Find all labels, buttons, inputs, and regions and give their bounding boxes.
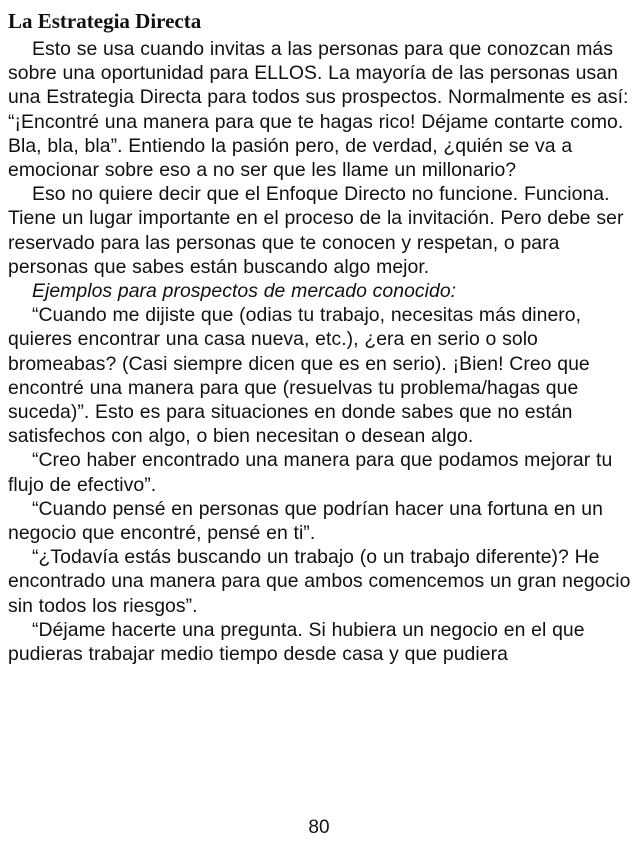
paragraph-example-2: “Creo haber encontrado una manera para que podamos mejorar tu flujo de efectivo”.	[8, 449, 613, 496]
paragraph-direct-approach: Eso no quiere decir que el Enfoque Directo no funcione. Funciona. Tiene un lugar importante en el proceso de la invitación. Pero debe ser reservado para las personas que te conocen y respetan, o para personas que sabes están buscando algo mejor.	[8, 183, 624, 278]
paragraph-example-5: “Déjame hacerte una pregunta. Si hubiera un negocio en el que pudieras trabajar medio tiempo desde casa y que pudiera	[8, 618, 585, 666]
paragraph-example-4: “¿Todavía estás buscando un trabajo (o un trabajo diferente)? He encontrado una manera para que ambos comencemos un gran negocio sin todos los riesgos”.	[8, 546, 631, 617]
section-heading: La Estrategia Directa	[8, 9, 202, 33]
paragraph-example-3: “Cuando pensé en personas que podrían hacer una fortuna en un negocio que encontré, pensé en ti”.	[8, 497, 603, 545]
examples-subheading: Ejemplos para prospectos de mercado conocido:	[32, 280, 457, 303]
document-page	[8, 8, 632, 666]
page-number: 80	[308, 817, 330, 838]
paragraph-intro: Esto se usa cuando invitas a las personas para que conozcan más sobre una oportunidad para ELLOS. La mayoría de las personas usan una Estrategia Directa para todos sus prospectos. Normalmente es así: “¡Encontré una manera para que te hagas rico! Déjame contarte como. Bla, bla, bla”. Entiendo la pasión pero, de verdad, ¿quién se va a emocionar sobre eso a no ser que les llame un millonario?	[8, 38, 629, 182]
paragraph-example-1: “Cuando me dijiste que (odias tu trabajo, necesitas más dinero, quieres encontrar una casa nueva, etc.), ¿era en serio o solo bromeabas? (Casi siempre dicen que es en serio). ¡Bien! Creo que encontré una manera para que (resuelvas tu problema/hagas que suceda)”. Esto es para situaciones en donde sabes que no están satisfechos con algo, o bien necesitan o desean algo.	[8, 304, 590, 448]
